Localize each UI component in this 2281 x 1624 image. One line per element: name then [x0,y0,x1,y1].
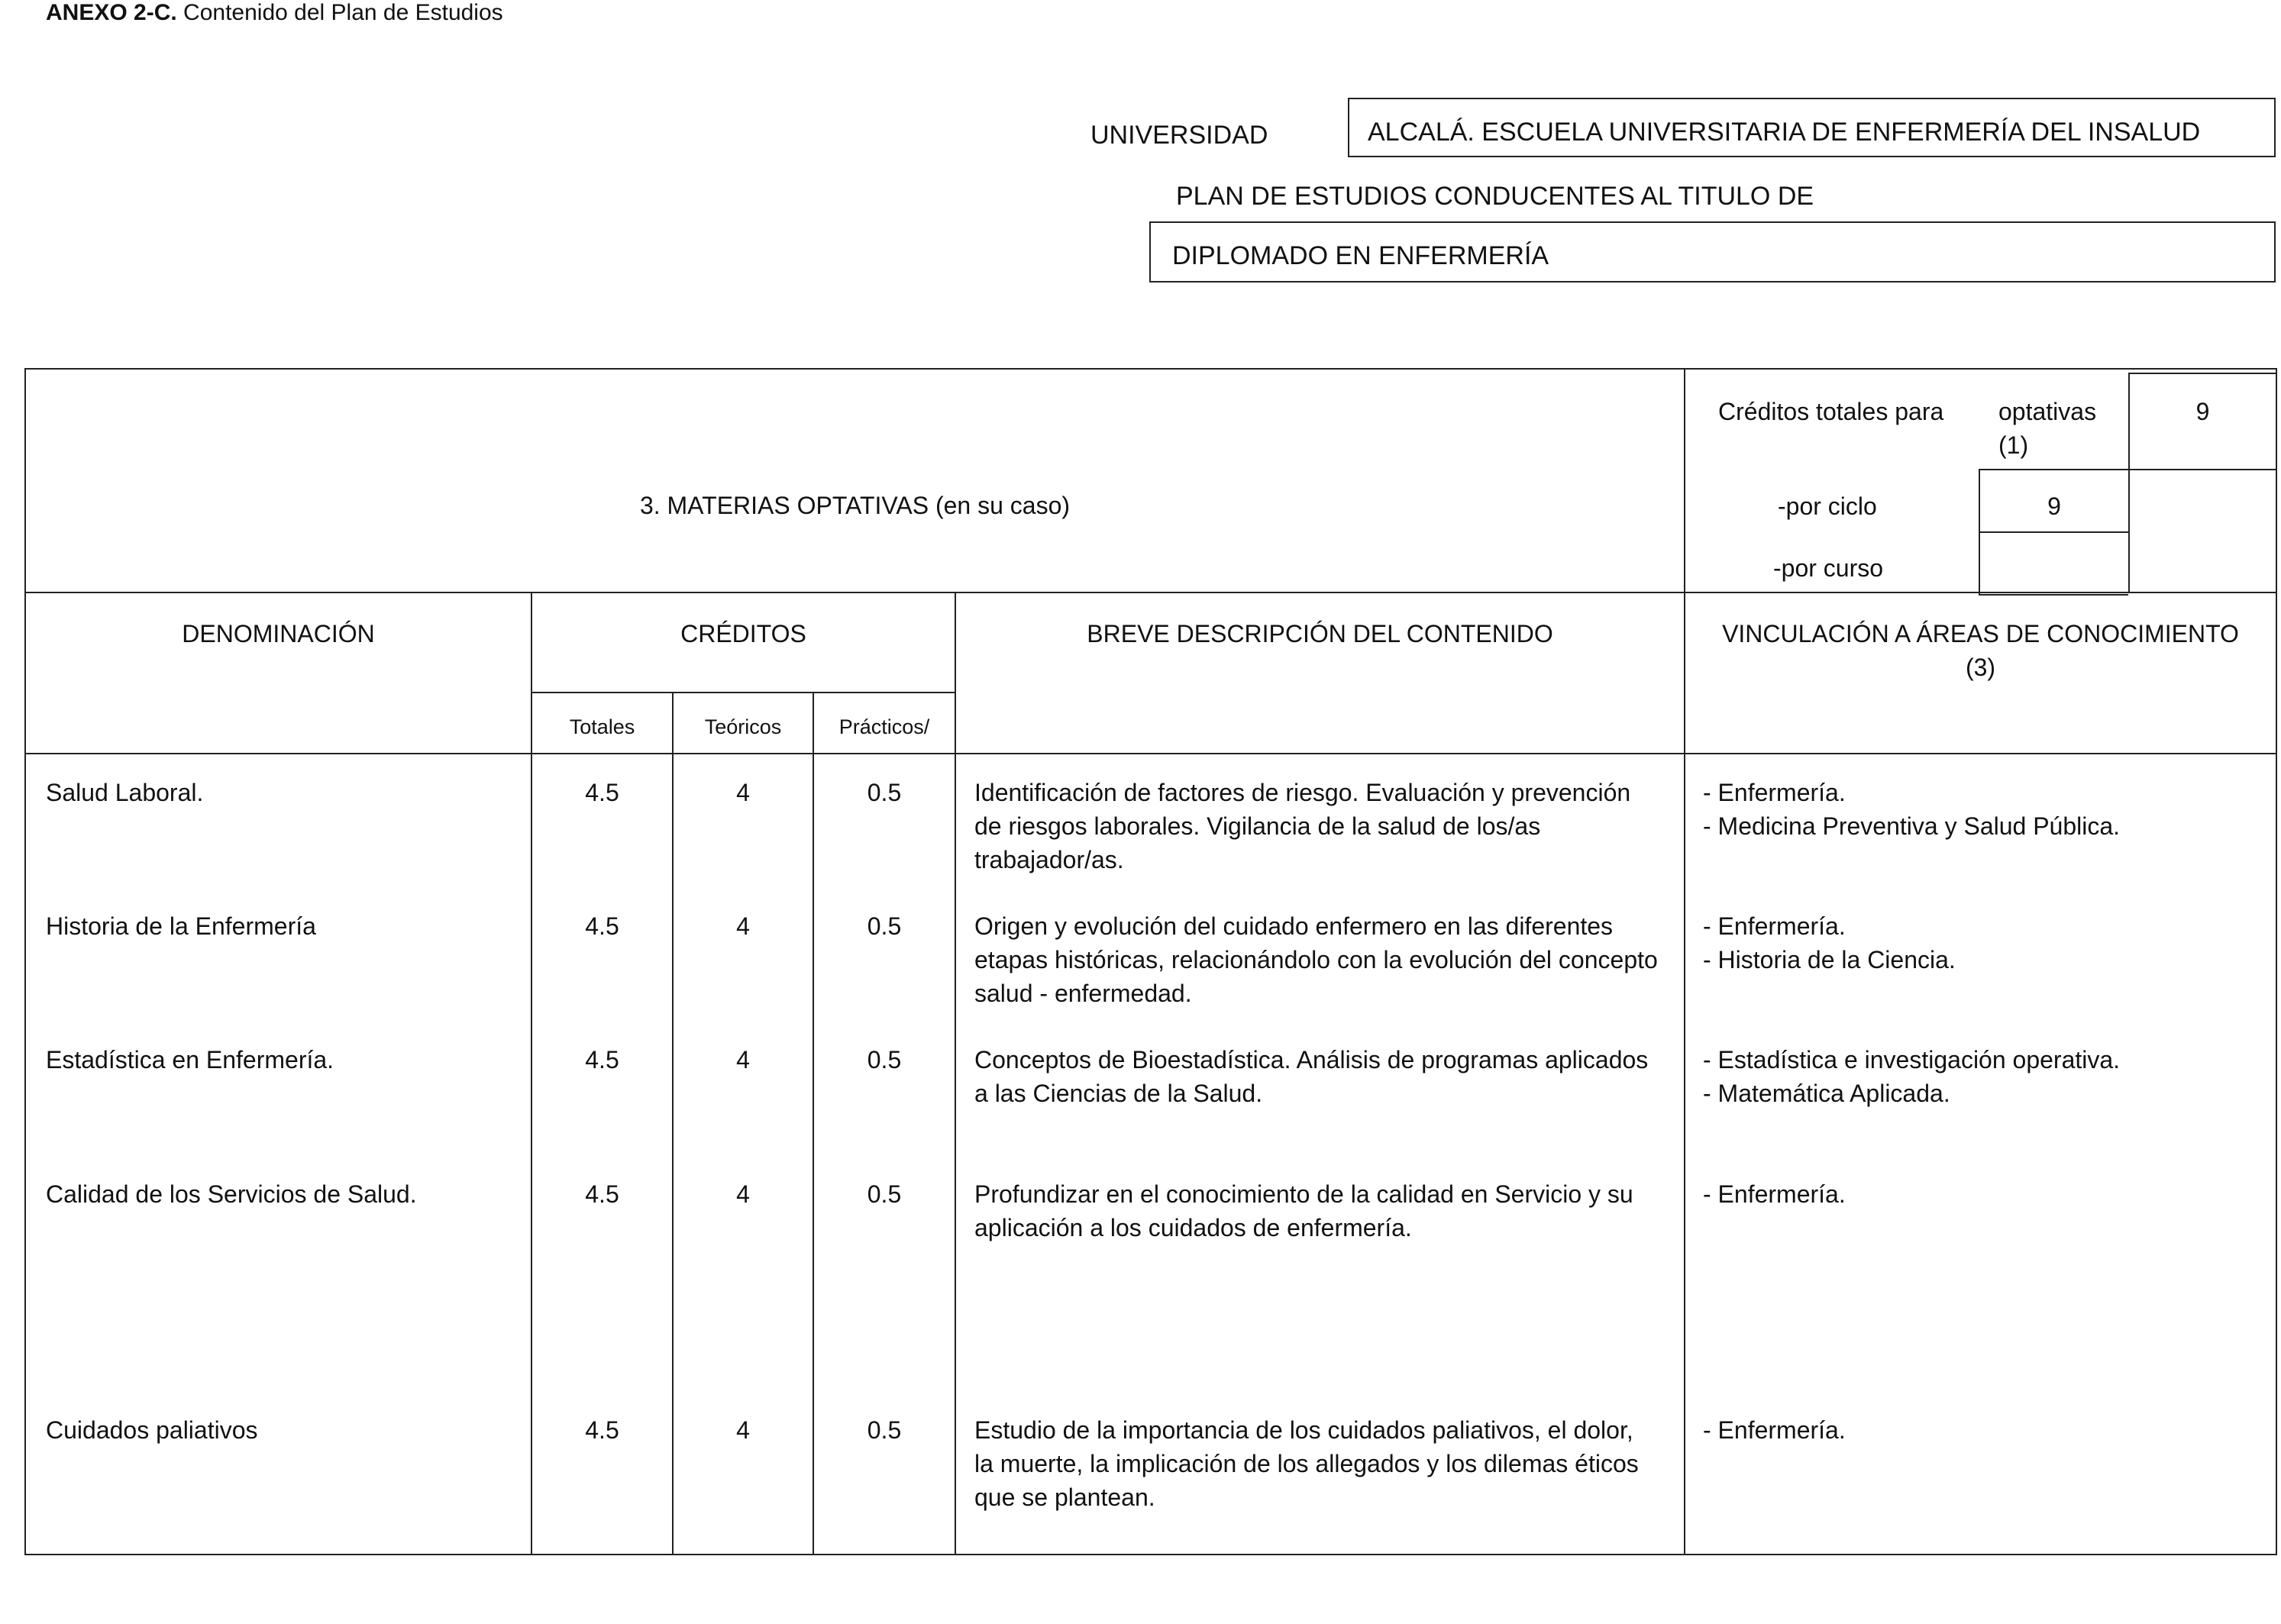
por-curso-label: -por curso [1773,554,1884,582]
por-ciclo-value: 9 [2047,492,2061,520]
row-practicos: 0.5 [867,1046,902,1074]
credits-total-label: Créditos totales para [1718,398,1944,425]
row-totales: 4.5 [585,779,619,806]
divider [1979,531,2128,533]
row-description-line: que se plantean. [974,1484,1155,1511]
row-totales: 4.5 [585,1180,619,1208]
optativas-label: optativas [1998,398,2097,425]
row-description-line: etapas históricas, relacionándolo con la evolución del concepto [974,946,1658,973]
header-teoricos: Teóricos [704,715,782,738]
row-description-line: Estudio de la importancia de los cuidados paliativos, el dolor, [974,1416,1633,1444]
divider [531,692,955,693]
row-name: Cuidados paliativos [46,1416,258,1444]
row-description-line: la muerte, la implicación de los allegados y los dilemas éticos [974,1450,1639,1477]
divider [955,592,956,1555]
row-name: Estadística en Enfermería. [46,1046,334,1074]
section-title: 3. MATERIAS OPTATIVAS (en su caso) [639,492,1071,519]
row-practicos: 0.5 [867,1180,902,1208]
divider [2128,373,2276,374]
row-practicos: 0.5 [867,779,902,806]
row-description-line: Conceptos de Bioestadística. Análisis de programas aplicados [974,1046,1649,1074]
row-totales: 4.5 [585,912,619,940]
header-practicos: Prácticos/ [838,715,930,738]
row-description-line: trabajador/as. [974,846,1124,873]
row-name: Salud Laboral. [46,779,204,806]
annex-heading [46,0,503,26]
university-name-box: ALCALÁ. ESCUELA UNIVERSITARIA DE ENFERMERÍA DEL INSALUD [1348,98,2276,157]
header-vinculacion-note: (3) [1965,654,1996,681]
row-area-line: - Matemática Aplicada. [1703,1080,1950,1107]
annex-number: ANEXO 2-C. [46,0,177,25]
row-area-line: - Medicina Preventiva y Salud Pública. [1703,812,2121,840]
row-description-line: aplicación a los cuidados de enfermería. [974,1214,1412,1241]
row-teoricos: 4 [736,1180,750,1208]
row-name: Historia de la Enfermería [46,912,316,940]
optativas-value: 9 [2195,398,2210,425]
row-description-line: de riesgos laborales. Vigilancia de la salud de los/as [974,812,1541,840]
row-description-line: Origen y evolución del cuidado enfermero en las diferentes [974,912,1614,940]
row-area-line: - Enfermería. [1703,1416,1846,1444]
row-area-line: - Historia de la Ciencia. [1703,946,1956,973]
optativas-note: (1) [1998,431,2029,459]
header-descripcion: BREVE DESCRIPCIÓN DEL CONTENIDO [1087,620,1553,647]
divider [1684,592,1685,1555]
header-vinculacion: VINCULACIÓN A ÁREAS DE CONOCIMIENTO [1722,620,2239,647]
por-ciclo-label: -por ciclo [1778,492,1877,520]
row-teoricos: 4 [736,912,750,940]
row-practicos: 0.5 [867,1416,902,1444]
header-denominacion: DENOMINACIÓN [182,620,375,647]
annex-title: Contenido del Plan de Estudios [176,0,503,25]
row-area-line: - Estadística e investigación operativa. [1703,1046,2121,1074]
plan-label: PLAN DE ESTUDIOS CONDUCENTES AL TITULO DE [1176,182,1814,211]
row-name: Calidad de los Servicios de Salud. [46,1180,417,1208]
row-area-line: - Enfermería. [1703,1180,1846,1208]
divider [1684,370,1685,592]
row-teoricos: 4 [736,1046,750,1074]
divider [1979,469,2276,470]
divider [24,592,2277,593]
degree-box: DIPLOMADO EN ENFERMERÍA [1149,221,2276,283]
row-description-line: salud - enfermedad. [974,980,1192,1007]
row-totales: 4.5 [585,1416,619,1444]
row-area-line: - Enfermería. [1703,912,1846,940]
row-description-line: a las Ciencias de la Salud. [974,1080,1263,1107]
row-teoricos: 4 [736,779,750,806]
row-teoricos: 4 [736,1416,750,1444]
row-totales: 4.5 [585,1046,619,1074]
header-totales: Totales [569,715,635,738]
row-area-line: - Enfermería. [1703,779,1846,806]
row-description-line: Profundizar en el conocimiento de la calidad en Servicio y su [974,1180,1633,1208]
row-description-line: Identificación de factores de riesgo. Evaluación y prevención [974,779,1631,806]
university-label: UNIVERSIDAD [1090,121,1268,150]
header-creditos: CRÉDITOS [680,620,806,647]
divider [24,753,2277,754]
divider [1979,594,2128,596]
row-practicos: 0.5 [867,912,902,940]
